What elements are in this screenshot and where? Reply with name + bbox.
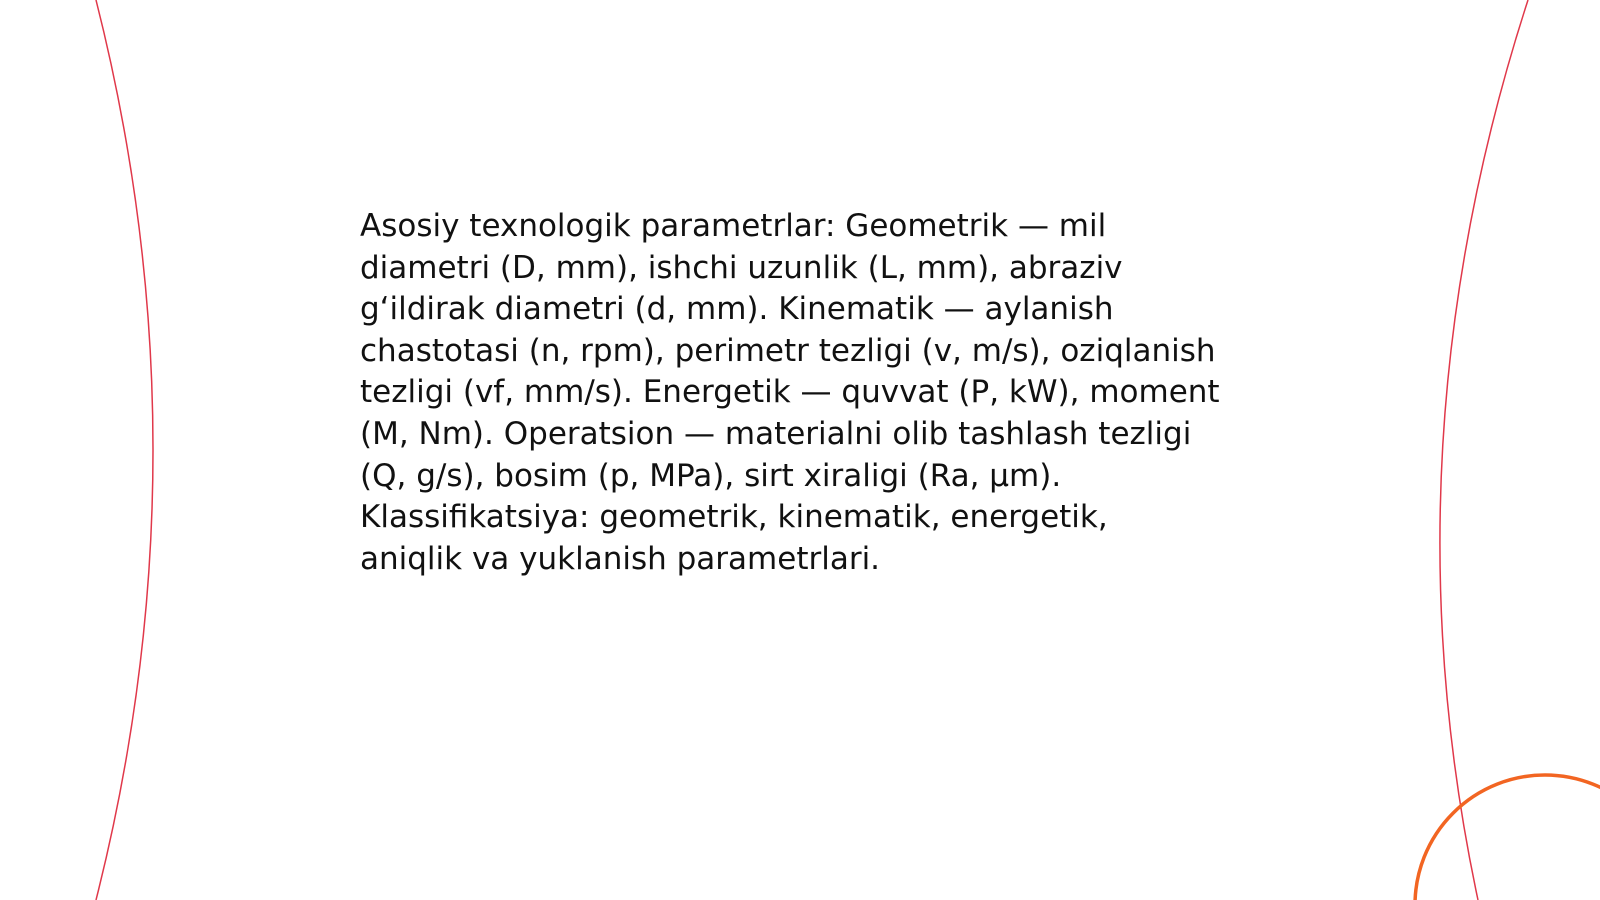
orange-circle-outline bbox=[1415, 775, 1600, 900]
left-curve-line bbox=[96, 0, 153, 900]
right-curve-line bbox=[1440, 0, 1528, 900]
slide-body-text: Asosiy texnologik parametrlar: Geometrik — mil diametri (D, mm), ishchi uzunlik (L, mm), abraziv g‘ildirak diametri (d, mm). Kinematik — aylanish chastotasi (n, rpm), perimetr tezligi (v, m/s), oziqlanish tezligi (vf, mm/s). Energetik — quvvat (P, kW), moment (M, Nm). Operatsion — materialni olib tashlash tezligi (Q, g/s), bosim (p, MPa), sirt xiraligi (Ra, µm). Klassifikatsiya: geometrik, kinematik, energetik, aniqlik va yuklanish parametrlari. bbox=[360, 208, 1220, 577]
